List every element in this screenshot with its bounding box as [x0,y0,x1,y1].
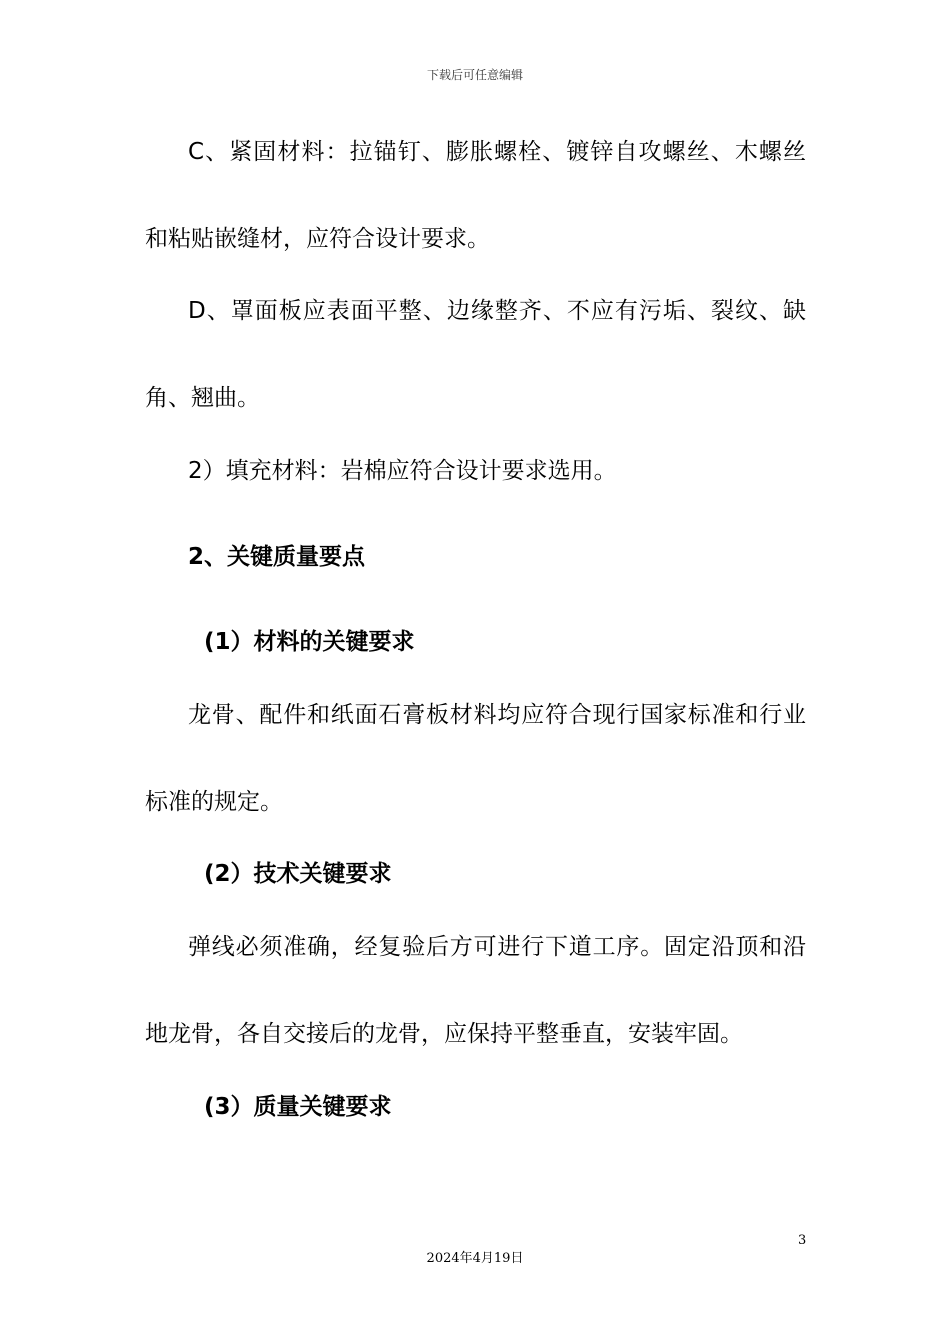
paragraph-line: 角、翘曲。 [145,385,260,411]
paragraph-line: 2）填充材料：岩棉应符合设计要求选用。 [188,458,617,484]
paragraph-line: D、罩面板应表面平整、边缘整齐、不应有污垢、裂纹、缺 [188,298,806,324]
footer-date: 2024年4月19日 [426,1251,524,1266]
section-heading: 2、关键质量要点 [188,544,366,570]
subsection-heading: (3）质量关键要求 [204,1094,392,1120]
paragraph-line: 地龙骨，各自交接后的龙骨，应保持平整垂直，安装牢固。 [145,1021,743,1047]
subsection-heading: (1）材料的关键要求 [204,629,415,655]
subsection-heading: (2）技术关键要求 [204,861,392,887]
paragraph-line: 和粘贴嵌缝材，应符合设计要求。 [145,226,490,252]
paragraph-line: 弹线必须准确，经复验后方可进行下道工序。固定沿顶和沿 [188,934,806,960]
page-number: 3 [798,1233,807,1248]
paragraph-line: C、紧固材料：拉锚钉、膨胀螺栓、镀锌自攻螺丝、木螺丝 [188,139,806,165]
page-header: 下载后可任意编辑 [426,68,523,82]
paragraph-line: 标准的规定。 [145,789,283,815]
paragraph-line: 龙骨、配件和纸面石膏板材料均应符合现行国家标准和行业 [188,702,806,728]
